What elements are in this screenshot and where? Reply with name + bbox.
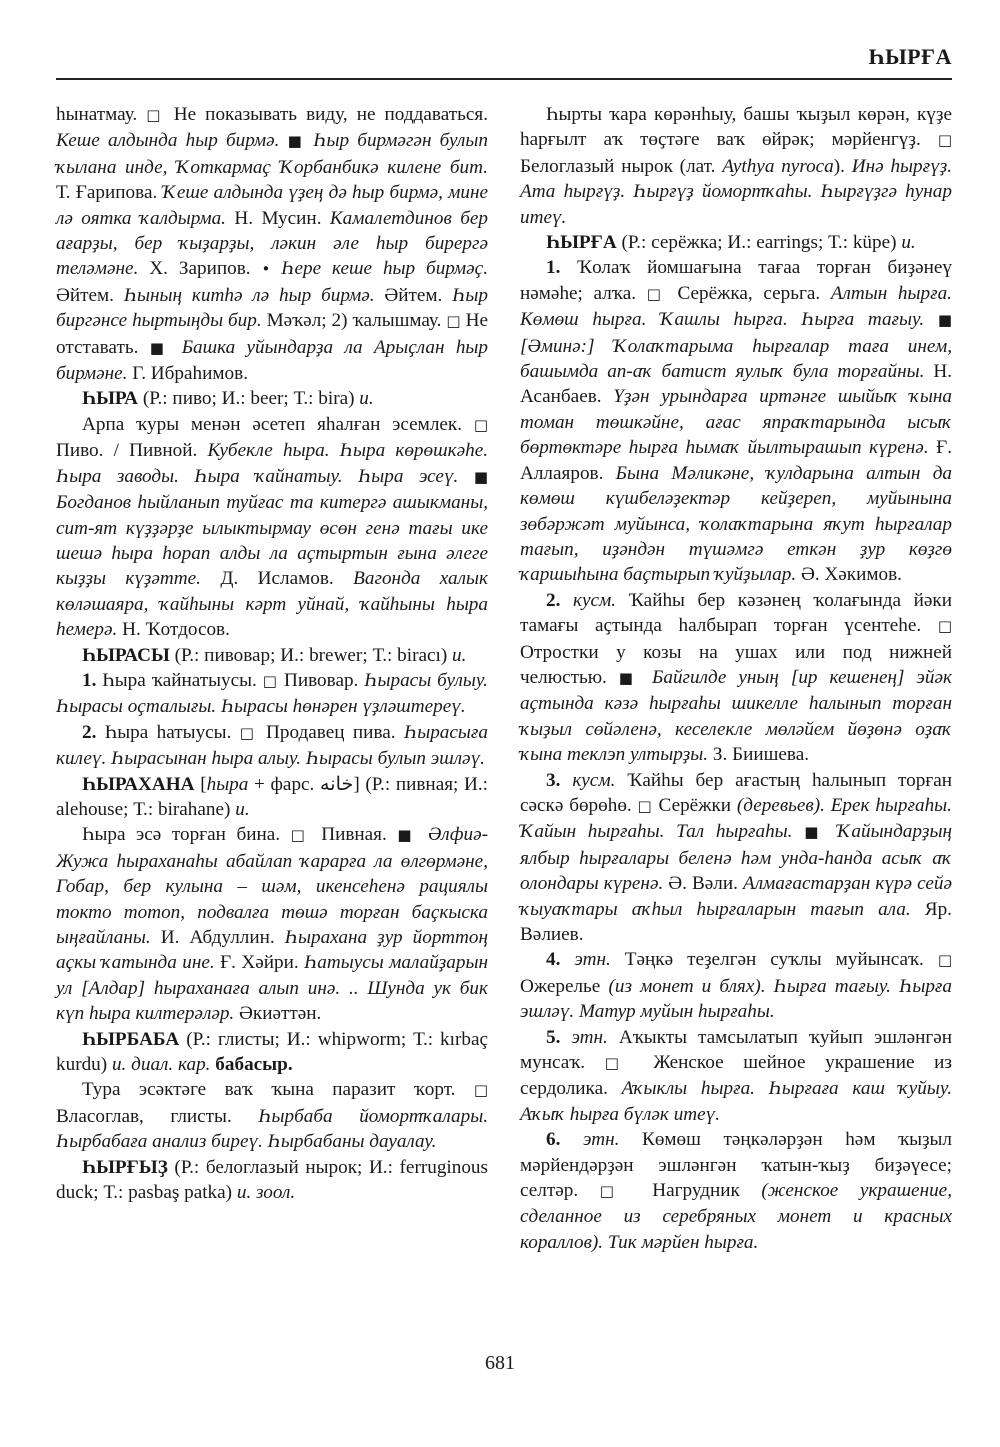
marker-symbol: □ [290,826,311,845]
text-run: Т. Ғарипова. [56,182,163,204]
marker-symbol: □ [937,951,952,970]
italic-example: и. [901,232,916,254]
text-run: Яр. Вәлиев. [520,898,952,945]
entry-paragraph [56,1155,488,1206]
text-run: Г. Ибраһимов. [127,363,248,385]
italic-example: Ҡайындарҙың ялбыр һырғалары беленә һәм унда-һанда асыҡ аҡ олондары күренә. [520,821,952,895]
italic-example: Аҡыклы һырға. Һырғаға каш ҡуйыу. Аҡыҡ һырға бүләк итеү. [520,1078,952,1125]
marker-symbol: □ [262,671,279,690]
italic-example: Һыр бирмәгән булып ҡылана инде, Ҡоткармаҫ Ҡорбанбикә килене бит. [56,130,488,178]
headword: ҺЫРА [82,388,139,410]
marker-symbol: □ [937,617,952,636]
entry-paragraph [56,720,488,772]
italic-example: Aythya nyroca [722,155,834,177]
headword: ҺЫРҒЫҘ [82,1156,168,1178]
text-run: Һырты ҡара көрәнһыу, башы ҡыҙыл көрән, күҙе һарғылт аҡ төҫтәге ваҡ өйрәк; мәрйенгүҙ. [520,104,952,151]
text-run: Не показывать виду, не поддаваться. [164,104,488,125]
text-run [560,949,574,970]
sense-number: 2. [82,721,97,743]
text-run [560,590,573,611]
text-run: Тура эсәктәге ваҡ ҡына паразит ҡорт. [82,1079,474,1101]
italic-example: кусм. [572,589,617,611]
entry-paragraph [520,255,952,587]
text-run: Н. Ҡотдосов. [117,619,230,641]
italic-example: (из монет и блях). Һырға тағыу. Һырға эшләү. Матур муйын һырғаһы. [520,975,952,1023]
sense-number: 5. [546,1026,561,1048]
marker-symbol: □ [146,106,165,124]
text-run: Нагрудник [630,1180,762,1202]
running-head: ҺЫРҒА [868,44,952,69]
headword: ҺЫРҒА [546,232,617,254]
text-run: И. Абдуллин. [150,927,285,948]
text-run: Пиво. / Пивной. [56,440,208,462]
italic-example: Алмағастарҙан күрә сейә ҡыуаҡтары аҡһыл һырғаларын тағып ала. [520,873,952,920]
text-run: ). [833,155,852,177]
page-number: 681 [485,1352,515,1374]
text-run: Н. Асанбаев. [520,361,952,408]
marker-symbol: ■ [397,826,418,845]
text-run: Пивная. [310,824,398,846]
entry-paragraph [520,768,952,948]
text-run: Ҡайһы бер ағастың һалынып торған сәскә бөрөһө. [520,769,953,816]
text-run [560,1027,571,1048]
italic-example: этн. [574,949,611,971]
text-run: Һыра эсә торған бина. [82,824,291,846]
italic-example: и. диал. кар. [111,1054,211,1076]
text-run: (Р.: серёжка; И.: earrings; Т.: küpe) [616,232,902,254]
sense-number: 2. [546,589,561,611]
text-run: Серёжки [652,794,737,816]
text-run: Продавец пива. [257,721,404,743]
entry-paragraph [520,947,952,1024]
text-run: Әкиәттән. [234,1003,322,1025]
text-run: Белоглазый нырок (лат. [520,155,723,177]
italic-example: Инә һырғүҙ. Ата һырғүҙ. Һырғүҙ йомортҡаһы. Һырғүҙгә һунар итеү. [520,155,952,228]
entry-paragraph [56,1077,488,1154]
italic-example: Камалетдинов бер ағарҙы, бер ҡыҙарҙы, ләкин әле һыр бирергә теләмәне. [56,207,488,280]
italic-example: Һыр биргәнсе һыртыңды бир. [56,284,489,332]
italic-example: Һырахана ҙур йорттоң аҫкы ҡатында ине. [56,927,488,974]
left-column [56,102,488,1205]
italic-example: һыра [206,773,249,795]
text-run: Көмөш тәңкәләрҙән һәм ҡыҙыл мәрйендәрҙән эшләнгән ҡатын-ҡыҙ биҙәүесе; селтәр. [520,1129,953,1202]
marker-symbol: ■ [618,668,641,687]
marker-symbol: □ [637,796,653,815]
italic-example: Кубекле һыра. Һыра көрөшкәһе. Һыра заводы. Һыра ҡайнатыу. Һыра эсеү. [56,440,489,487]
marker-symbol: ■ [287,132,306,151]
italic-example: Үҙән урындарға иртәнге шыйыҡ ҡына томан төшкәйне, ағас япраҡтарында ысыҡ бөртөктәре һырға һымаҡ йылтырашып күренә. [520,386,952,459]
marker-symbol: □ [937,131,952,150]
entry-paragraph [520,102,952,230]
entry-paragraph [56,412,488,643]
sense-number: 3. [546,769,561,791]
italic-example: и. [359,388,374,410]
entry-paragraph [520,1127,952,1255]
text-run: (Р.: пиво; И.: beer; Т.: bira) [138,388,360,410]
italic-example: Һере кеше һыр бирмәҫ. [270,258,488,280]
marker-symbol: ■ [937,311,952,330]
marker-symbol: □ [646,284,667,303]
text-run: Отростки у козы на ушах или под нижней челюстью. [520,641,952,688]
text-run: Аҡыкты тамсылатып ҡуйып эшләнгән мунсаҡ. [520,1026,953,1074]
marker-symbol: □ [239,723,258,742]
text-run: һынатмау. [56,104,147,125]
text-run: (Р.: белоглазый нырок; И.: ferruginous duck; Т.: pasbaş patka) [56,1156,488,1204]
text-run: Мәҡәл; 2) ҡалышмау. [261,310,447,332]
entry-paragraph [520,588,952,768]
entry-paragraph [520,230,952,255]
entry-paragraph [520,1025,952,1128]
marker-symbol: ■ [149,338,171,357]
italic-example: Байгилде уның [ир кешенең] эйәк аҫтында кәзә һырғаһы шикелле һалынып торған ҡыҙыл сөйәленә, кеселекле мөләйем йөҙөнә оҙаҡ ҡына теклэп ултырҙы. [520,666,952,766]
italic-example: Кеше алдында һыр бирмә. [56,130,288,152]
sense-number: 1. [82,669,97,691]
text-run: [ [194,773,207,795]
italic-example: Һырасы булыу. Һырасы оҫталығы. Һырасы һөнәрен үҙләштереү. [56,669,488,718]
sense-number: 4. [546,949,561,971]
text-run: Н. Мусин. [225,207,330,229]
text-run: Арпа ҡуры менән әсетеп яһалған эсемлек. [82,413,474,435]
text-run: Әйтем. [56,284,124,306]
italic-example: этн. [583,1129,620,1151]
sense-number: 1. [546,257,561,279]
sense-number: бабасыр. [215,1054,293,1076]
sense-number: 6. [546,1129,561,1151]
right-column [520,102,952,1255]
text-run: Ғ. Аллаяров. [520,437,953,484]
headword: ҺЫРАСЫ [82,644,170,666]
italic-example: [Әминә:] Ҡолаҡтарыма һырғалар таға инем, башымда ап-аҡ батист яулыҡ була торғайны. [520,335,952,383]
italic-example: Һатыусы малайҙарын ул [Алдар] һыраханаға алып инә. .. Шунда ук бик күп һыра килтерәләр. [56,952,488,1025]
italic-example: и. [235,798,250,820]
entry-paragraph [56,102,488,386]
entry-paragraph [56,386,488,411]
text-run: Ә. Хәкимов. [796,564,902,586]
text-run: Ожерелье [520,975,609,997]
italic-example: Бына Мәликәне, ҡулдарына алтын да көмөш күшбеләҙектәр кейҙереп, муйынына зөбәржәт муйынса, ҡолаҡтарына яҡут һырғалар тағып, иҙәндән түшәмгә еткән ҙур көҙгө ҡаршыһына баҫтырып ҡуйҙылар. [520,462,952,586]
text-run: Әйтем. [374,284,453,306]
header-rule [56,78,952,80]
entry-paragraph [56,822,488,1026]
text-run: Ғ. Хәйри. [214,952,305,974]
italic-example: (женское украшение, сделанное из серебряных монет и красных кораллов). Тик мәрйен һырға. [520,1180,952,1253]
entry-paragraph [56,643,488,668]
marker-symbol: ■ [804,823,826,842]
headword: ҺЫРАХАНА [82,773,195,795]
marker-symbol: • [261,260,271,279]
text-run: (Р.: глисты; И.: whipworm; Т.: kırbaç kurdu) [56,1028,488,1076]
italic-example: этн. [571,1026,608,1048]
italic-example: Һының китһә лә һыр бирмә. [123,284,375,306]
italic-example: Вагонда халык көләшаяра, ҡайһыны кәрт уйнай, ҡайһыны һыра һемерә. [56,568,488,641]
text-run: + фарс. خانه] (Р.: пивная; И.: alehouse; Т.: birahane) [56,773,489,820]
italic-example: Алтын һырға. Көмөш һырға. Ҡашлы һырға. Һырға тағыу. [520,282,952,331]
text-run: Һыра һатыусы. [96,721,240,743]
italic-example: Башка уйындарҙа ла Арыҫлан һыр бирмәне. [56,336,489,385]
italic-example: Һырасыға килеү. Һырасынан һыра алыу. Һырасы булып эшләү. [56,721,488,770]
italic-example: Богданов һыйланып туйғас та китергә ашыкманы, сит-ят күҙҙәрҙе ылыктырмау өсөн генә тағы ике шешә һыра һорап алды ла аҫтыртын ғына әлеге кыҙҙы күҙәтте. [56,492,488,590]
text-run: Пивовар. [278,669,365,691]
marker-symbol: □ [599,1182,631,1201]
italic-example: (деревьев). Ерек һырғаһы. Ҡайын һырғаһы. Тал һырғаһы. [520,794,952,843]
text-run: (Р.: пивовар; И.: brewer; Т.: biracı) [169,644,453,666]
text-run: Х. Зарипов. [138,258,262,280]
text-run [560,770,572,791]
marker-symbol: □ [473,415,488,434]
entry-paragraph [56,772,488,823]
text-run: Власоглав, глисты. [56,1105,259,1127]
italic-example: Һырбаба йомортҡалары. Һырбабаға анализ биреү. Һырбабаны дауалау. [56,1105,488,1153]
italic-example: Ҡеше алдында үҙең дә һыр бирмә, мине лә оятка ҡалдырма. [56,182,488,229]
text-run: Серёжка, серьга. [666,282,831,304]
italic-example: Әлфиә-Жужа һыраханаһы абайлап ҡарарға ла өлгөрмәне, Гобар, бер кулына – шәм, икенсеһенә рациялы токто тотоп, подвалға төшә торған баҫкыска ыңғайланы. [56,824,488,948]
text-run: Не отставать. [56,310,488,358]
text-run: Женское шейное украшение из сердолика. [520,1052,952,1100]
marker-symbol: □ [473,1081,488,1100]
entry-paragraph [56,668,488,720]
marker-symbol: ■ [473,467,488,486]
text-run: Ҡайһы бер кәзәнең ҡолағында йәки тамағы аҫтында һалбырап торған үсентеһе. [520,589,952,637]
text-run: З. Биишева. [708,744,810,766]
italic-example: и. [452,644,467,666]
italic-example: кусм. [572,769,616,791]
marker-symbol: □ [446,312,461,331]
text-run: Ә. Вәли. [663,873,743,895]
text-run: Д. Исламов. [200,568,354,590]
marker-symbol: □ [604,1054,634,1073]
headword: ҺЫРБАБА [82,1028,180,1050]
italic-example: и. зоол. [236,1182,296,1204]
text-run: Һыра ҡайнатыусы. [96,669,263,691]
text-run: Тәңкә теҙелгән суҡлы муйынсаҡ. [610,949,938,971]
text-run [560,1129,583,1150]
entry-paragraph [56,1027,488,1078]
text-run: Ҡолаҡ йомшағына тағаа торған биҙәнеү нәмәһе; алҡа. [520,257,952,304]
